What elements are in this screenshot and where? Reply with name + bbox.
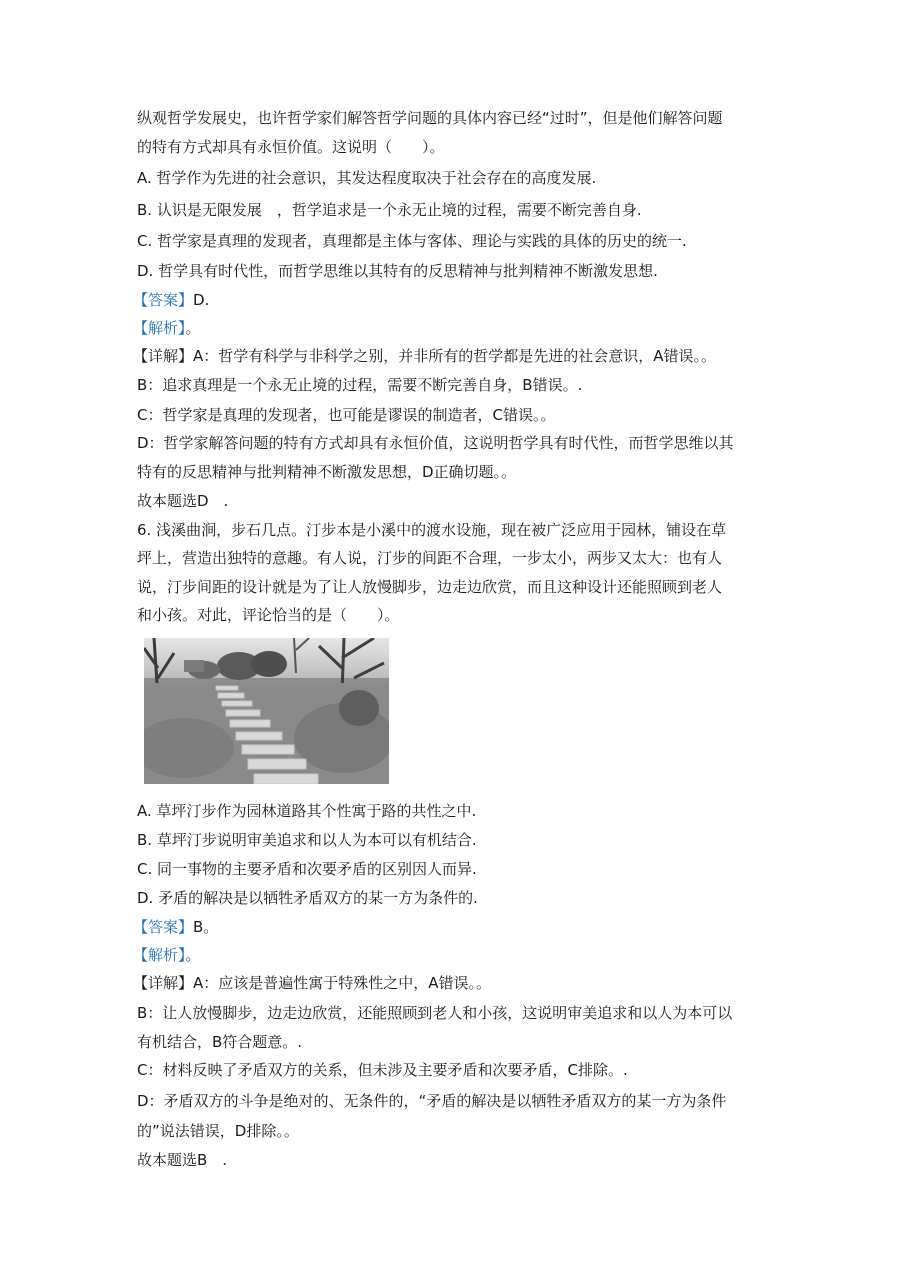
q6-option-c: C. 同一事物的主要矛盾和次要矛盾的区别因人而异.: [137, 860, 477, 878]
q6-detail-line-4: C：材料反映了矛盾双方的关系，但未涉及主要矛盾和次要矛盾，C排除。.: [137, 1061, 628, 1079]
q5-detail-line-2: B：追求真理是一个永无止境的过程，需要不断完善自身，B错误。.: [137, 376, 583, 394]
garden-path-image: [144, 638, 389, 784]
q5-answer-tag: 【答案】: [133, 291, 194, 309]
q6-analysis: [133, 945, 201, 965]
q5-detail-line-4: D：哲学家解答问题的特有方式却具有永恒价值，这说明哲学具有时代性，而哲学思维以其: [137, 434, 734, 452]
stepping-stones-photo: [144, 638, 389, 784]
q6-answer-tag: 【答案】: [133, 918, 194, 936]
q5-answer-value: D.: [193, 291, 210, 309]
q5-answer: [133, 290, 209, 310]
q6-stem-line-4: 和小孩。对此，评论恰当的是（ ）。: [137, 606, 400, 624]
q6-detail-line-3: 有机结合，B符合题意。.: [137, 1033, 303, 1051]
q6-detail-line-6: 的”说法错误，D排除。。: [137, 1122, 299, 1140]
q6-detail-line-1: 【详解】A：应该是普遍性寓于特殊性之中，A错误。。: [133, 974, 492, 992]
q5-conclusion: 故本题选D .: [137, 492, 229, 510]
q6-answer-value: B。: [193, 918, 219, 936]
q5-detail-line-1: 【详解】A：哲学有科学与非科学之别，并非所有的哲学都是先进的社会意识，A错误。。: [133, 347, 717, 365]
q5-detail-line-5: 特有的反思精神与批判精神不断激发思想，D正确切题。。: [137, 463, 517, 481]
q5-stem-line-1: 纵观哲学发展史，也许哲学家们解答哲学问题的具体内容已经“过时”，但是他们解答问题: [137, 109, 723, 127]
q5-option-c: C. 哲学家是真理的发现者，真理都是主体与客体、理论与实践的具体的历史的统一.: [137, 232, 687, 250]
q6-analysis-suffix: 。: [185, 946, 201, 964]
q5-analysis-suffix: 。: [185, 319, 201, 337]
q5-option-a: A. 哲学作为先进的社会意识，其发达程度取决于社会存在的高度发展.: [137, 169, 597, 187]
q6-answer: [133, 917, 218, 937]
q6-conclusion: 故本题选B .: [137, 1151, 228, 1169]
q6-option-d: D. 矛盾的解决是以牺牲矛盾双方的某一方为条件的.: [137, 889, 478, 907]
q5-option-b: B. 认识是无限发展 ，哲学追求是一个永无止境的过程，需要不断完善自身.: [137, 201, 642, 219]
q5-analysis: [133, 318, 201, 338]
q6-stem-line-3: 说，汀步间距的设计就是为了让人放慢脚步，边走边欣赏，而且这种设计还能照顾到老人: [137, 578, 723, 596]
q5-analysis-tag: 【解析】: [133, 319, 186, 337]
q6-detail-line-2: B：让人放慢脚步，边走边欣赏，还能照顾到老人和小孩，这说明审美追求和以人为本可以: [137, 1004, 733, 1022]
q5-stem-line-2: 的特有方式却具有永恒价值。这说明（ ）。: [137, 138, 445, 156]
q6-analysis-tag: 【解析】: [133, 946, 186, 964]
q6-stem-line-2: 坪上，营造出独特的意趣。有人说，汀步的间距不合理，一步太小，两步又太大：也有人: [137, 549, 723, 567]
q6-detail-line-5: D：矛盾双方的斗争是绝对的、无条件的，“矛盾的解决是以牺牲矛盾双方的某一方为条件: [137, 1092, 727, 1110]
q6-option-a: A. 草坪汀步作为园林道路其个性寓于路的共性之中.: [137, 802, 477, 820]
q5-option-d: D. 哲学具有时代性，而哲学思维以其特有的反思精神与批判精神不断激发思想.: [137, 262, 658, 280]
q5-detail-line-3: C：哲学家是真理的发现者，也可能是谬误的制造者，C错误。。: [137, 406, 556, 424]
q6-stem-line-1: 6. 浅溪曲涧，步石几点。汀步本是小溪中的渡水设施，现在被广泛应用于园林，铺设在草: [137, 521, 727, 539]
q6-option-b: B. 草坪汀步说明审美追求和以人为本可以有机结合.: [137, 831, 477, 849]
